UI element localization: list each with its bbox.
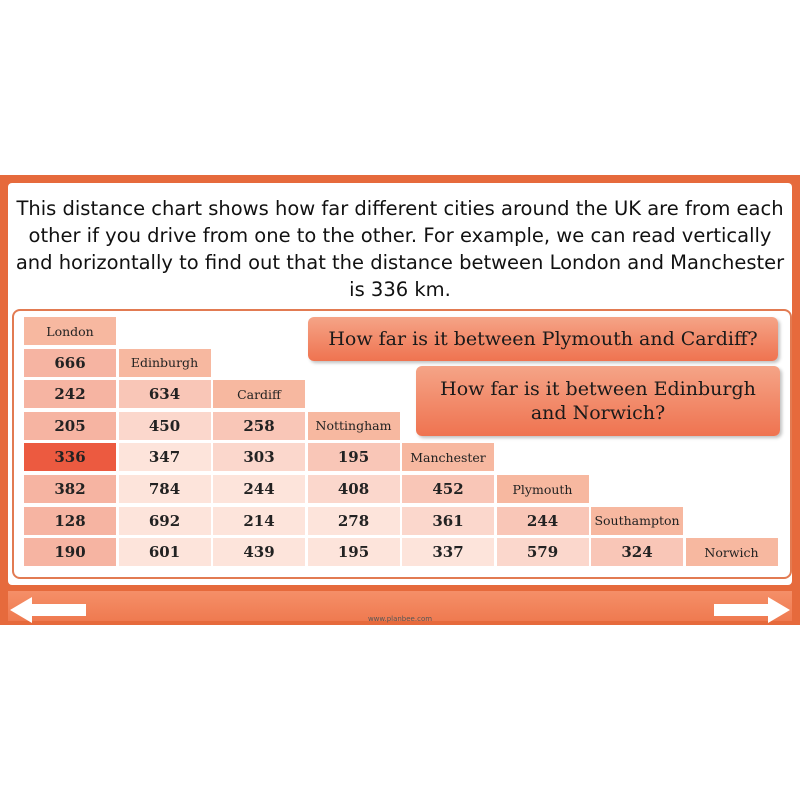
distance-cell: 128 — [24, 507, 116, 535]
distance-cell: 382 — [24, 475, 116, 503]
distance-cell: 303 — [213, 443, 305, 471]
distance-cell: 195 — [308, 443, 400, 471]
city-header-london: London — [24, 317, 116, 345]
slide-content — [8, 183, 792, 585]
credit-text: www.planbee.com — [367, 615, 433, 623]
distance-cell: 244 — [213, 475, 305, 503]
question-1-text: How far is it between Plymouth and Cardiff? — [328, 328, 758, 350]
distance-cell: 601 — [119, 538, 211, 566]
distance-cell: 336 — [24, 443, 116, 471]
distance-cell: 190 — [24, 538, 116, 566]
distance-cell: 439 — [213, 538, 305, 566]
city-header-cardiff: Cardiff — [213, 380, 305, 408]
distance-cell: 337 — [402, 538, 494, 566]
slide-frame — [0, 175, 800, 625]
question-2-text: How far is it between Edinburgh and Norwich? — [440, 378, 756, 424]
distance-cell: 244 — [497, 507, 589, 535]
distance-cell: 784 — [119, 475, 211, 503]
distance-cell: 347 — [119, 443, 211, 471]
distance-cell: 450 — [119, 412, 211, 440]
city-header-manchester: Manchester — [402, 443, 494, 471]
distance-cell: 579 — [497, 538, 589, 566]
distance-cell: 205 — [24, 412, 116, 440]
city-header-plymouth: Plymouth — [497, 475, 589, 503]
distance-cell: 258 — [213, 412, 305, 440]
distance-cell: 324 — [591, 538, 683, 566]
question-plymouth-cardiff — [308, 317, 778, 361]
distance-cell: 278 — [308, 507, 400, 535]
city-header-norwich: Norwich — [686, 538, 778, 566]
distance-cell: 242 — [24, 380, 116, 408]
question-edinburgh-norwich — [416, 366, 780, 436]
intro-text: This distance chart shows how far different cities around the UK are from each other if you drive from one to the other. For example, we can read vertically and horizontally to find out that the distance between London and Manchester is 336 km. — [15, 197, 785, 301]
distance-cell: 452 — [402, 475, 494, 503]
city-header-nottingham: Nottingham — [308, 412, 400, 440]
distance-chart-panel — [12, 309, 792, 579]
city-header-edinburgh: Edinburgh — [119, 349, 211, 377]
distance-cell: 195 — [308, 538, 400, 566]
distance-cell: 634 — [119, 380, 211, 408]
city-header-southampton: Southampton — [591, 507, 683, 535]
distance-cell: 214 — [213, 507, 305, 535]
distance-cell: 408 — [308, 475, 400, 503]
distance-cell: 361 — [402, 507, 494, 535]
distance-cell: 666 — [24, 349, 116, 377]
distance-cell: 692 — [119, 507, 211, 535]
